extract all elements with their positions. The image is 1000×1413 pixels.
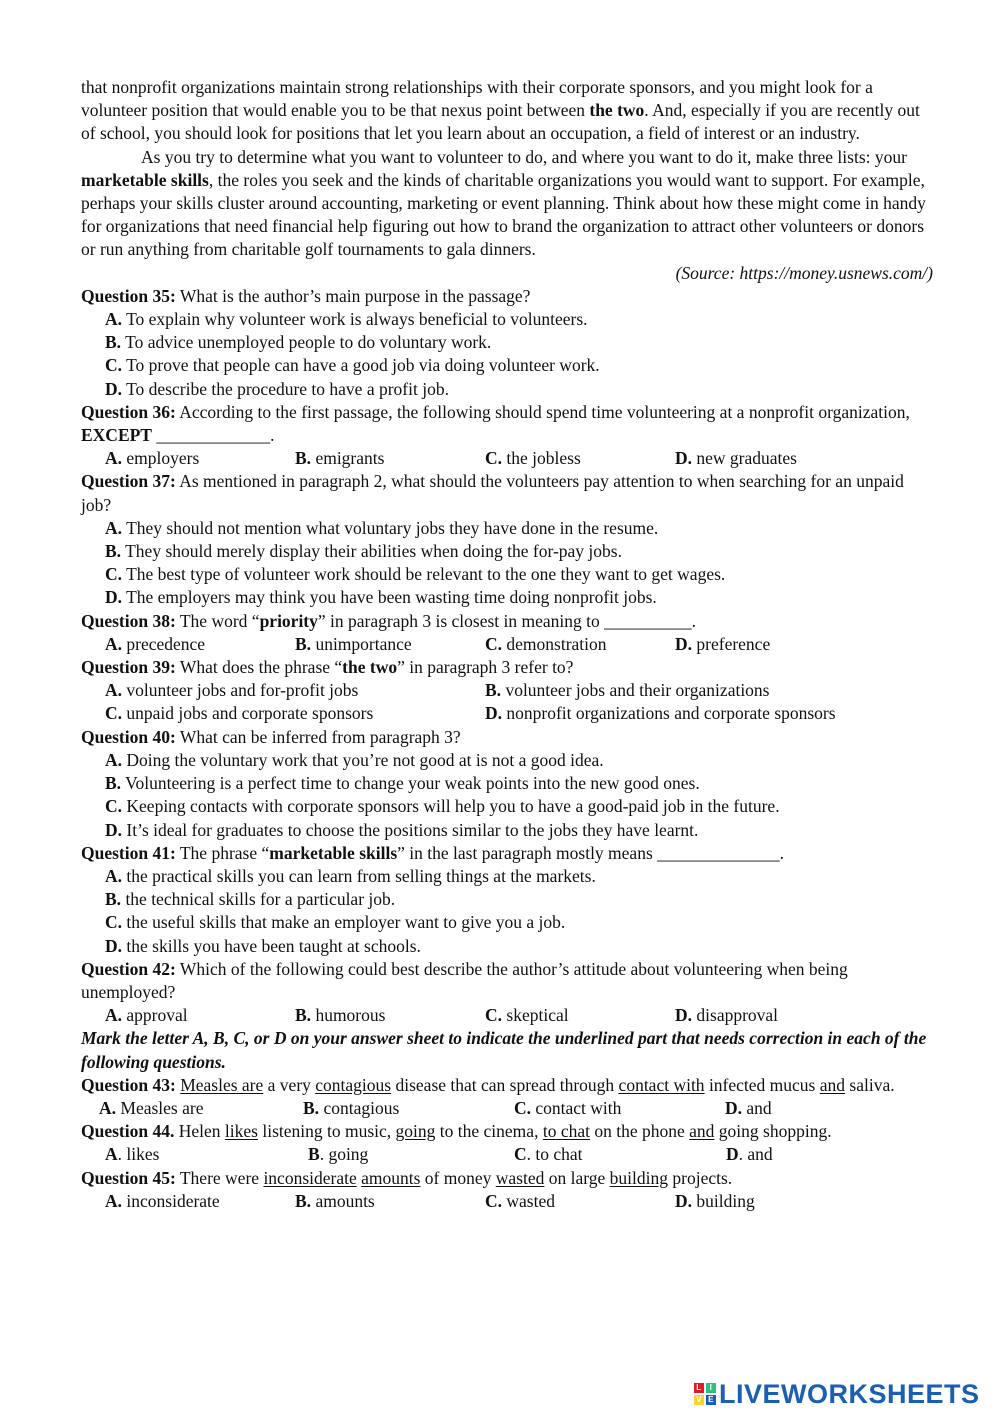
q35-option-d[interactable]: D. To describe the procedure to have a profit job. xyxy=(105,378,449,399)
q41-option-d[interactable]: D. the skills you have been taught at schools. xyxy=(105,935,421,956)
q37-option-b[interactable]: B. They should merely display their abilities when doing the for-pay jobs. xyxy=(105,541,622,562)
the-two-phrase: the two xyxy=(589,100,645,121)
q36-option-b[interactable]: B. emigrants xyxy=(295,448,385,469)
q40-option-b[interactable]: B. Volunteering is a perfect time to change your weak points into the new good ones. xyxy=(105,773,700,794)
logo-mark-cell: L xyxy=(694,1383,704,1393)
q38-option-d[interactable]: D. preference xyxy=(675,633,771,654)
q45-option-b[interactable]: B. amounts xyxy=(295,1190,375,1211)
q39-options-row-1 xyxy=(81,679,933,702)
q45-option-c[interactable]: C. wasted xyxy=(485,1190,555,1211)
question-35: Question 35: What is the author’s main purpose in the passage? xyxy=(81,285,531,306)
q43-option-a[interactable]: A. Measles are xyxy=(99,1097,204,1118)
q44-options xyxy=(81,1143,933,1166)
q39-option-d[interactable]: D. nonprofit organizations and corporate sponsors xyxy=(485,703,836,724)
liveworksheets-logo xyxy=(694,1378,980,1410)
q44-option-d[interactable]: D. and xyxy=(726,1144,773,1165)
q41-option-a[interactable]: A. the practical skills you can learn from selling things at the markets. xyxy=(105,865,596,886)
q45-options xyxy=(81,1190,933,1213)
q40-option-c[interactable]: C. Keeping contacts with corporate sponsors will help you to have a good-paid job in the future. xyxy=(105,796,780,817)
q41-option-c[interactable]: C. the useful skills that make an employer want to give you a job. xyxy=(105,912,566,933)
q37-option-a[interactable]: A. They should not mention what voluntary jobs they have done in the resume. xyxy=(105,517,659,538)
q44-option-c[interactable]: C. to chat xyxy=(514,1144,583,1165)
logo-mark-cell: E xyxy=(706,1395,716,1405)
passage-paragraph-2: As you try to determine what you want to volunteer to do, and where you want to do it, make three lists: your marketable skills, the roles you seek and the kinds of charitable organizations you would want to support. For example, perhaps your skills cluster around accounting, marketing or event planning. Think about how these might come in handy for organizations that need financial help figuring out how to brand the organization to attract other volunteers or donors or run anything from charitable golf tournaments to gala dinners. xyxy=(81,146,926,260)
source-citation: (Source: https://money.usnews.com/) xyxy=(675,262,933,283)
q36-option-d[interactable]: D. new graduates xyxy=(675,448,797,469)
q44-option-a[interactable]: A. likes xyxy=(105,1144,160,1165)
worksheet-page xyxy=(81,76,933,1213)
logo-text: LIVEWORKSHEETS xyxy=(719,1378,980,1409)
q39-option-b[interactable]: B. volunteer jobs and their organizations xyxy=(485,680,770,701)
question-42: Question 42: Which of the following could best describe the author’s attitude about volunteering when being unemployed? xyxy=(81,958,848,1002)
q36-option-c[interactable]: C. the jobless xyxy=(485,448,581,469)
question-43: Question 43: Measles are a very contagious disease that can spread through contact with infected mucus and saliva. xyxy=(81,1074,895,1095)
q35-option-a[interactable]: A. To explain why volunteer work is always beneficial to volunteers. xyxy=(105,309,588,330)
liveworksheets-logo-icon xyxy=(694,1383,716,1405)
q36-option-a[interactable]: A. employers xyxy=(105,448,200,469)
question-38: Question 38: The word “priority” in paragraph 3 is closest in meaning to __________. xyxy=(81,610,697,631)
q40-option-a[interactable]: A. Doing the voluntary work that you’re not good at is not a good idea. xyxy=(105,749,604,770)
q41-option-b[interactable]: B. the technical skills for a particular job. xyxy=(105,889,396,910)
passage-paragraph-1: that nonprofit organizations maintain strong relationships with their corporate sponsors, and you might look for a volunteer position that would enable you to be that nexus point between the two. And, especially if you are recently out of school, you should look for positions that let you learn about an occupation, a field of interest or an industry. xyxy=(81,77,920,144)
q38-option-a[interactable]: A. precedence xyxy=(105,633,206,654)
logo-mark-cell: I xyxy=(706,1383,716,1393)
q39-option-a[interactable]: A. volunteer jobs and for-profit jobs xyxy=(105,680,359,701)
q37-option-d[interactable]: D. The employers may think you have been wasting time doing nonprofit jobs. xyxy=(105,587,657,608)
question-36: Question 36: According to the first passage, the following should spend time volunteering at a nonprofit organization, EXCEPT _____________. xyxy=(81,401,910,446)
q45-option-a[interactable]: A. inconsiderate xyxy=(105,1190,220,1211)
logo-mark-cell: V xyxy=(694,1395,704,1405)
q42-option-d[interactable]: D. disapproval xyxy=(675,1005,779,1026)
q45-option-d[interactable]: D. building xyxy=(675,1190,755,1211)
q42-option-c[interactable]: C. skeptical xyxy=(485,1005,569,1026)
q40-option-d[interactable]: D. It’s ideal for graduates to choose the positions similar to the jobs they have learnt. xyxy=(105,819,699,840)
q42-option-a[interactable]: A. approval xyxy=(105,1005,188,1026)
q38-options xyxy=(81,633,933,656)
section-instruction: Mark the letter A, B, C, or D on your answer sheet to indicate the underlined part that needs correction in each of the following questions. xyxy=(81,1028,927,1072)
q35-option-c[interactable]: C. To prove that people can have a good job via doing volunteer work. xyxy=(105,355,600,376)
q37-option-c[interactable]: C. The best type of volunteer work should be relevant to the one they want to get wages. xyxy=(105,564,726,585)
q44-option-b[interactable]: B. going xyxy=(308,1144,369,1165)
q39-options-row-2 xyxy=(81,702,933,725)
q42-options xyxy=(81,1004,933,1027)
q43-option-c[interactable]: C. contact with xyxy=(514,1097,622,1118)
q43-option-b[interactable]: B. contagious xyxy=(303,1097,400,1118)
marketable-skills-phrase: marketable skills xyxy=(81,169,209,190)
q43-option-d[interactable]: D. and xyxy=(725,1097,772,1118)
q38-option-c[interactable]: C. demonstration xyxy=(485,633,607,654)
q39-option-c[interactable]: C. unpaid jobs and corporate sponsors xyxy=(105,703,374,724)
question-41: Question 41: The phrase “marketable skills” in the last paragraph mostly means ______________. xyxy=(81,842,785,863)
question-45: Question 45: There were inconsiderate amounts of money wasted on large building projects. xyxy=(81,1167,733,1188)
q43-options xyxy=(81,1097,933,1120)
q42-option-b[interactable]: B. humorous xyxy=(295,1005,386,1026)
question-37: Question 37: As mentioned in paragraph 2, what should the volunteers pay attention to when searching for an unpaid job? xyxy=(81,471,904,515)
q36-options xyxy=(81,447,933,470)
q35-option-b[interactable]: B. To advice unemployed people to do voluntary work. xyxy=(105,332,492,353)
question-39: Question 39: What does the phrase “the two” in paragraph 3 refer to? xyxy=(81,657,574,678)
q38-option-b[interactable]: B. unimportance xyxy=(295,633,412,654)
question-44: Question 44. Helen likes listening to music, going to the cinema, to chat on the phone and going shopping. xyxy=(81,1121,832,1142)
question-40: Question 40: What can be inferred from paragraph 3? xyxy=(81,726,461,747)
